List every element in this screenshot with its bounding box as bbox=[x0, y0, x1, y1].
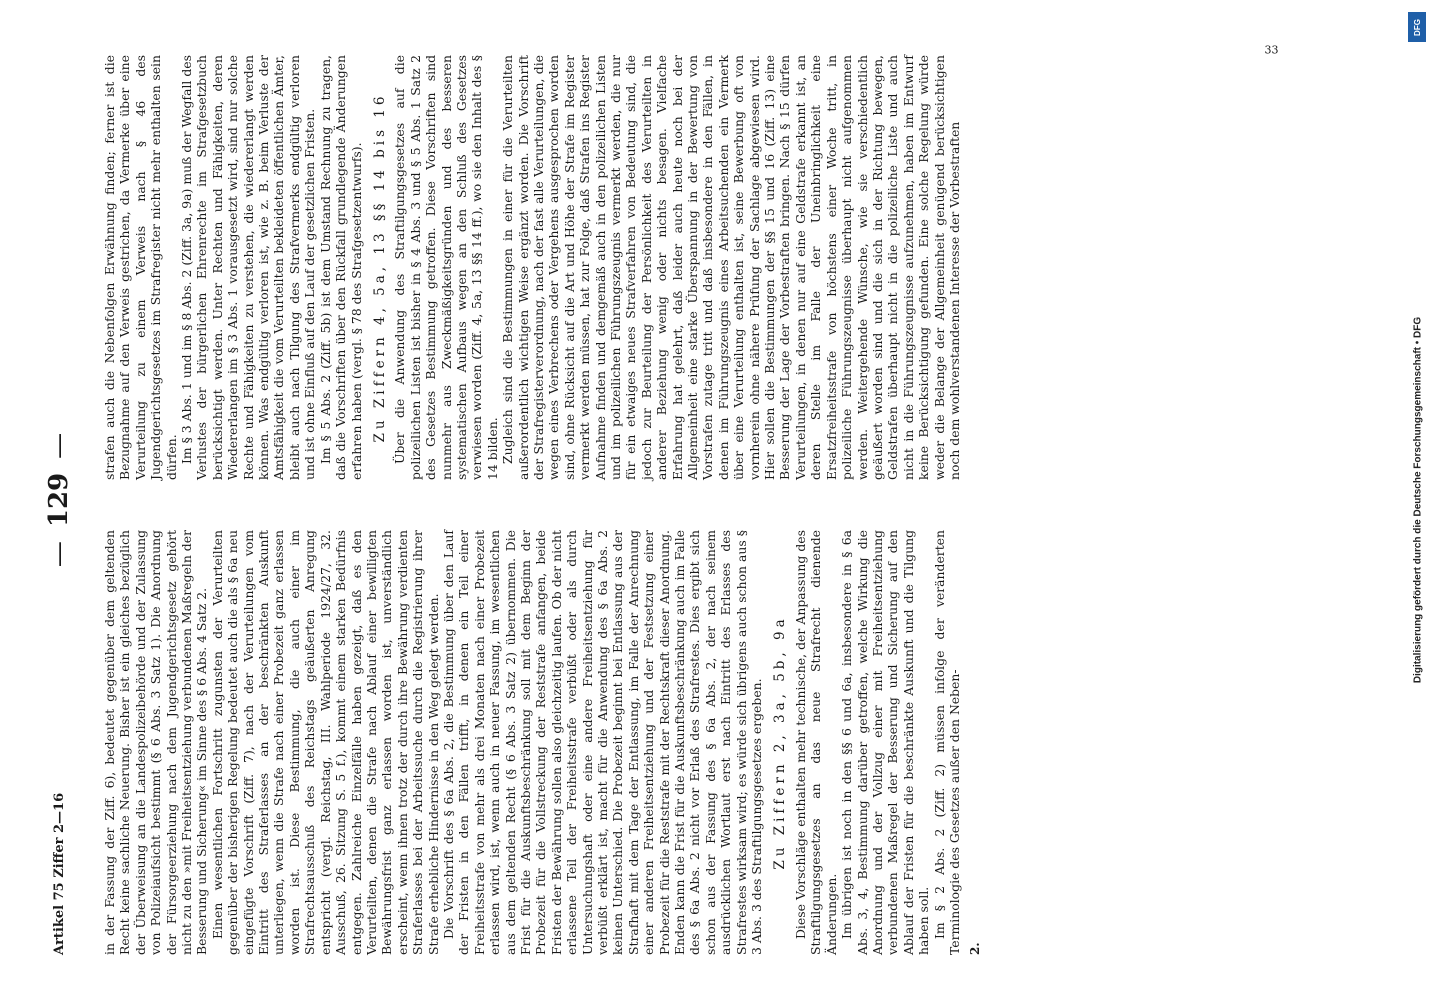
rotated-sheet bbox=[40, 45, 1380, 955]
dfg-logo-icon bbox=[1408, 12, 1426, 42]
page-number: 129 bbox=[44, 472, 74, 528]
paragraph: Im § 3 Abs. 1 und im § 8 Abs. 2 (Ziff. 3a, 9a) muß der Wegfall des Verlustes der bürgerlichen Ehrenrechte im Strafgesetzbuch berücksichtigt werden. Unter Rechten und Fähigkeiten, deren Wiedererlangen im § 3 Abs. 1 vorausgesetzt wird, sind nur solche Rechte und Fähigkeiten zu verstehen, die wiedererlangt werden können. Was endgültig verloren ist, wie z. B. beim Verluste der Amtsfähigkeit die vom Verurteilten bekleideten öffentlichen Ämter, bleibt auch nach Tilgung des Strafvermerks endgültig verloren und ist ohne Einfluß auf den Lauf der gesetzlichen Fristen. bbox=[179, 55, 318, 480]
paragraph: in der Fassung der Ziff. 6), bedeutet gegenüber dem geltenden Recht keine sachliche Neuerung. Bisher ist ein gleiches bezüglich der Überweisung an die Landespolizeibehörde und der Zulassung von Polizeiaufsicht bestimmt (§ 6 Abs. 3 Satz 1). Die Anordnung der Fürsorgeerziehung nach dem Jugendgerichtsgesetz gehört nicht zu den »mit Freiheitsentziehung verbundenen Maßregeln der Besserung und Sicherung« im Sinne des § 6 Abs. 4 Satz 2. bbox=[102, 530, 210, 955]
digitization-credit-text: Digitalisierung gefördert durch die Deutsche Forschungsgemeinschaft • DFG bbox=[1412, 316, 1424, 684]
dash-right: — bbox=[44, 432, 74, 459]
page-header bbox=[40, 45, 100, 955]
section-heading: Zu Ziffern 4, 5a, 13 §§ 14 bis 16 bbox=[371, 92, 388, 443]
right-column bbox=[102, 55, 962, 480]
digitization-credit bbox=[1408, 10, 1428, 990]
paragraph: Im übrigen ist noch in den §§ 6 und 6a, insbesondere in § 6a Abs. 3, 4, Bestimmung darüber getroffen, welche Wirkung die Anordnung und der Vollzug einer mit Freiheitsentziehung verbundenen Maßregel der Besserung und Sicherung auf den Ablauf der Fristen für die beschränkte Auskunft und die Tilgung haben soll. bbox=[839, 530, 932, 955]
running-title: Artikel 75 Ziffer 2—16 bbox=[52, 792, 67, 955]
scanned-page bbox=[40, 45, 1380, 955]
paragraph: Über die Anwendung des Straftilgungsgesetzes auf die polizeilichen Listen ist bisher in § 4 Abs. 3 und § 5 Abs. 1 Satz 2 des Gesetzes Bestimmung getroffen. Diese Vorschriften sind nunmehr aus Zweckmäßigkeitsgründen und des besseren systematischen Aufbaus wegen an den Schluß des Gesetzes verwiesen worden (Ziff. 4, 5a, 13 §§ 14 ff.), wo sie den Inhalt des § 14 bilden. bbox=[392, 55, 500, 480]
paragraph: Im § 2 Abs. 2 (Ziff. 2) müssen infolge der veränderten Terminologie des Gesetzes außer den Neben- bbox=[931, 530, 962, 955]
folio-number: 33 bbox=[1264, 43, 1279, 57]
dash-left: — bbox=[44, 541, 74, 568]
paragraph: Einen wesentlichen Fortschritt zugunsten der Verurteilten gegenüber der bisherigen Regelung bedeutet auch die als § 6a neu eingefügte Vorschrift (Ziff. 7), nach der Verurteilungen vom Eintritt des Straferlasses an der beschränkten Auskunft unterliegen, wenn die Strafe nach einer Probezeit ganz erlassen worden ist. Diese Bestimmung, die auch einer im Strafrechtsausschuß des Reichstags geäußerten Anregung entspricht (vergl. Reichstag, III. Wahlperiode 1924/27, 32. Ausschuß, 26. Sitzung S. 5 f.), kommt einem starken Bedürfnis entgegen. Zahlreiche Einzelfälle haben gezeigt, daß es den Verurteilten, denen die Strafe nach Ablauf einer bewilligten Bewährungsfrist ganz erlassen worden ist, unverständlich erscheint, wenn ihnen trotz der durch ihre Bewährung verdienten Straferlasses bei der Arbeitssuche durch die Registrierung ihrer Strafe erhebliche Hindernisse in den Weg gelegt werden. bbox=[209, 530, 441, 955]
left-column bbox=[102, 530, 984, 955]
dfg-logo-text: DFG bbox=[1412, 18, 1422, 36]
signature-mark: 2. bbox=[968, 942, 983, 955]
paragraph: Diese Vorschläge enthalten mehr technische, der Anpassung des Straftilgungsgesetzes an das neue Strafrecht dienende Änderungen. bbox=[792, 530, 839, 955]
paragraph: strafen auch die Nebenfolgen Erwähnung finden; ferner ist die Bezugnahme auf den Verweis gestrichen, da Vermerke über eine Verurteilung zu einem Verweis nach § 46 des Jugendgerichtsgesetzes im Strafregister nicht mehr enthalten sein dürfen. bbox=[102, 55, 179, 480]
section-heading: Zu Ziffern 2, 3a, 5b, 9a bbox=[772, 615, 789, 870]
paragraph: Die Vorschrift des § 6a Abs. 2, die Bestimmung über den Lauf der Fristen in den Fällen trifft, in denen ein Teil einer Freiheitsstrafe von mehr als drei Monaten nach einer Probezeit erlassen wird, ist, wenn auch in neuer Fassung, im wesentlichen aus dem geltenden Recht (§ 6 Abs. 3 Satz 2) übernommen. Die Frist für die Auskunftsbeschränkung soll mit dem Beginn der Probezeit für die Vollstreckung der Reststrafe anfangen, beide Fristen der Bewährung sollen also gleichzeitig laufen. Ob der nicht erlassene Teil der Freiheitsstrafe verbüßt oder als durch Untersuchungshaft oder eine andere Freiheitsentziehung für verbüßt erklärt ist, macht für die Anwendung des § 6a Abs. 2 keinen Unterschied. Die Probezeit beginnt bei Entlassung aus der Strafhaft mit dem Tage der Entlassung, im Falle der Anrechnung einer anderen Freiheitsentziehung und der Festsetzung einer Probezeit für die Reststrafe mit der Rechtskraft dieser Anordnung. Enden kann die Frist für die Auskunftsbeschränkung auch im Falle des § 6a Abs. 2 nicht vor Erlaß des Strafrestes. Dies ergibt sich schon aus der Fassung des § 6a Abs. 2, der nach seinem ausdrücklichen Wortlaut erst nach Eintritt des Erlasses des Strafrestes wirksam wird; es würde sich übrigens auch schon aus § 3 Abs. 3 des Straftilgungsgesetzes ergeben. bbox=[440, 530, 765, 955]
paragraph: Im § 5 Abs. 2 (Ziff. 5b) ist dem Umstand Rechnung zu tragen, daß die Vorschriften über den Rückfall grundlegende Änderungen erfahren haben (vergl. § 78 des Strafgesetzentwurfs). bbox=[317, 55, 364, 480]
paragraph: Zugleich sind die Bestimmungen in einer für die Verurteilten außerordentlich wichtigen Weise ergänzt worden. Die Vorschrift der Strafregisterverordnung, nach der fast alle Verurteilungen, die wegen eines Verbrechens oder Vergehens ausgesprochen worden sind, ohne Rücksicht auf die Art und Höhe der Strafe im Register vermerkt werden müssen, hat zur Folge, daß Strafen ins Register Aufnahme finden und demgemäß auch in den polizeilichen Listen und im polizeilichen Führungszeugnis vermerkt werden, die nur für ein etwaiges neues Strafverfahren von Bedeutung sind, die jedoch zur Beurteilung der Persönlichkeit des Verurteilten in anderer Beziehung wenig oder nichts besagen. Vielfache Erfahrung hat gelehrt, daß leider auch heute noch bei der Allgemeinheit eine starke Überspannung in der Bewertung von Vorstrafen zutage tritt und daß insbesondere in den Fällen, in denen im Führungszeugnis eines Arbeitsuchenden ein Vermerk über eine Verurteilung enthalten ist, seine Bewerbung oft von vornherein ohne nähere Prüfung der Sachlage abgewiesen wird. Hier sollen die Bestimmungen der §§ 15 und 16 (Ziff. 13) eine Besserung der Lage der Vorbestraften bringen. Nach § 15 dürfen Verurteilungen, in denen nur auf eine Geldstrafe erkannt ist, an deren Stelle im Falle der Uneinbringlichkeit eine Ersatzfreiheitsstrafe von höchstens einer Woche tritt, in polizeiliche Führungszeugnisse überhaupt nicht aufgenommen werden. Weitergehende Wünsche, wie sie verschiedentlich geäußert worden sind und die sich in der Richtung bewegen, Geldstrafen überhaupt nicht in die polizeiliche Liste und auch nicht in die Führungszeugnisse aufzunehmen, haben im Entwurf keine Berücksichtigung gefunden. Eine solche Regelung würde weder die Belange der Allgemeinheit genügend berücksichtigen noch dem wohlverstandenen Interesse der Vorbestraften bbox=[500, 55, 962, 480]
